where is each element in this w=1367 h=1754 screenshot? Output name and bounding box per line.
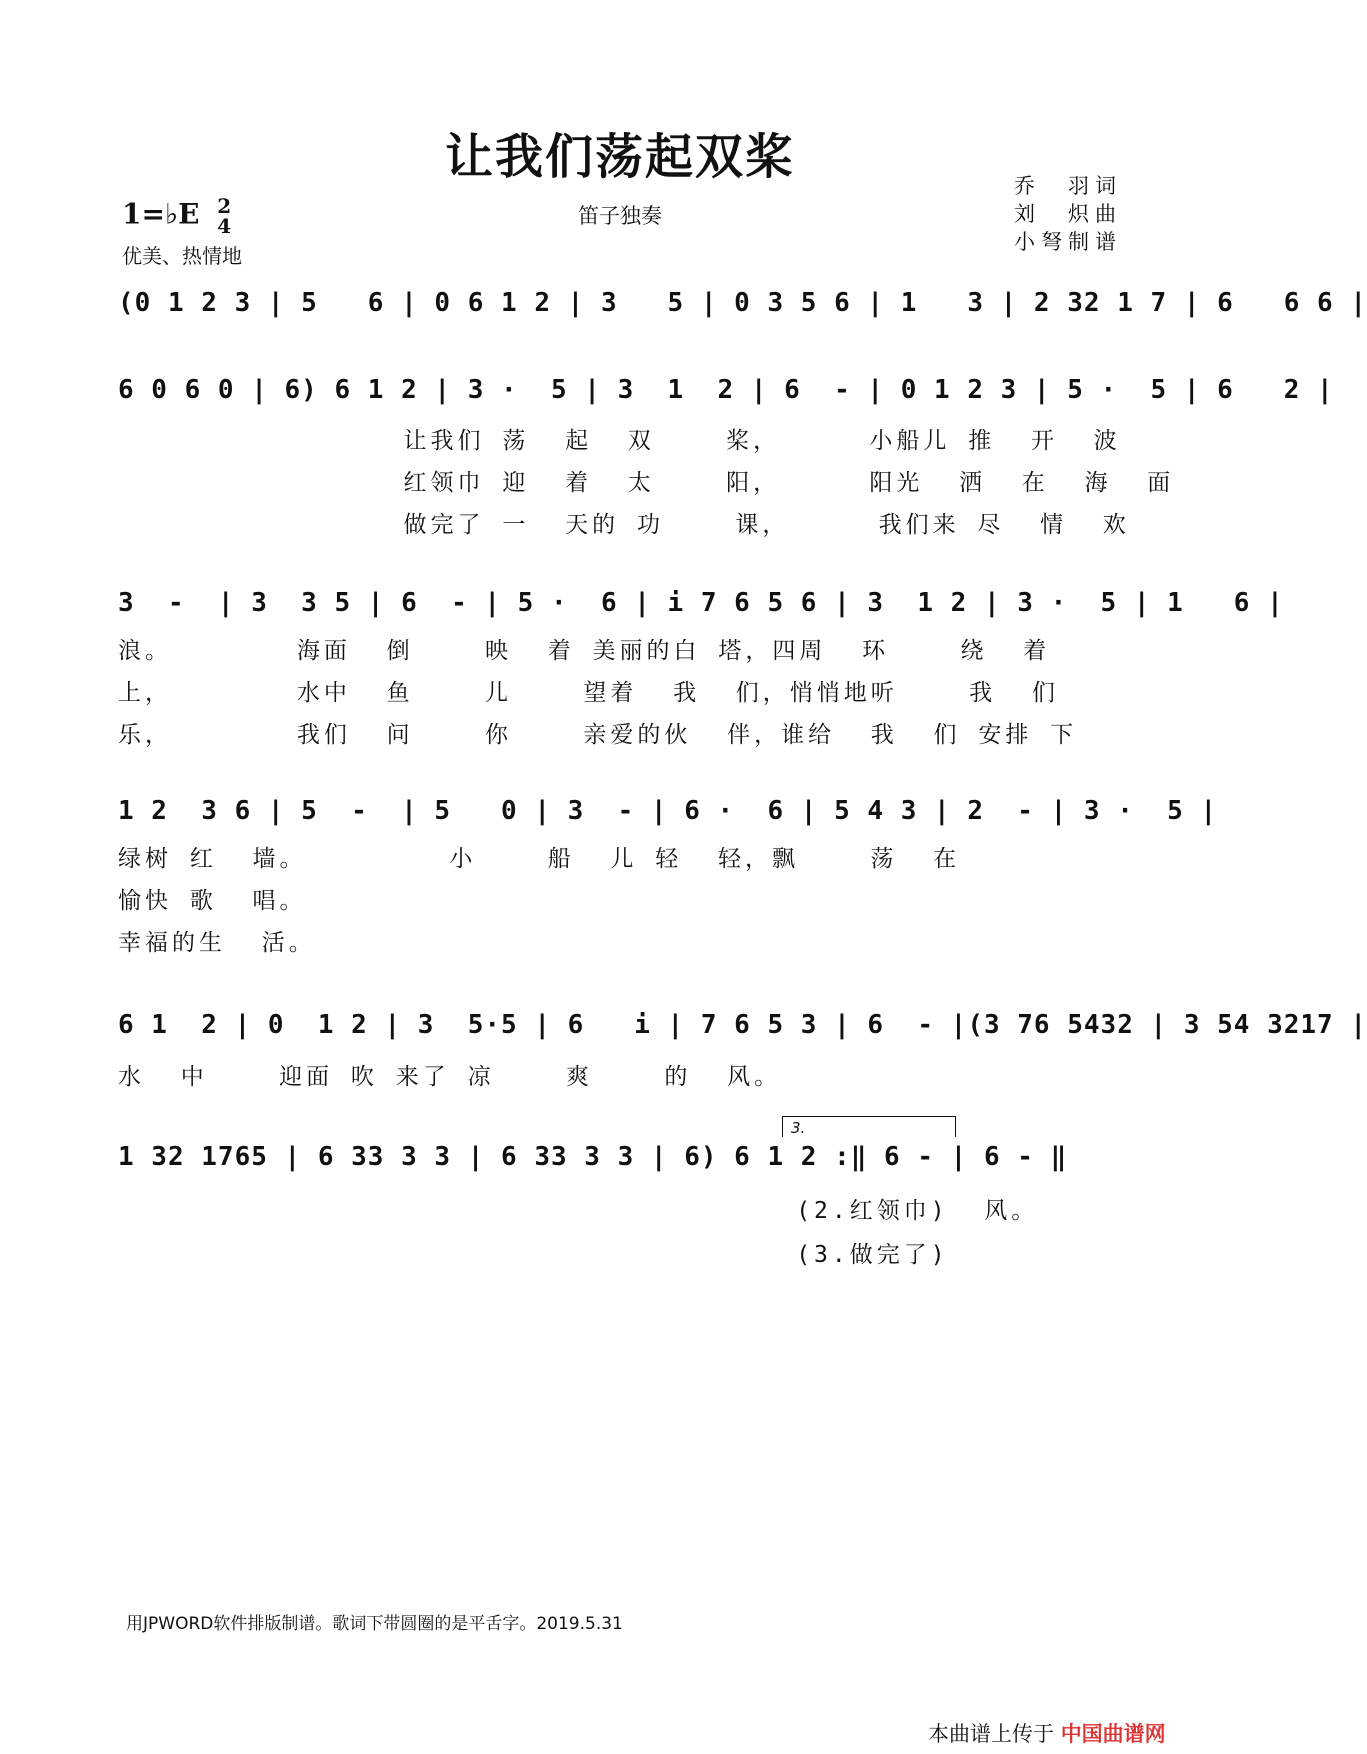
lyric-line: 幸福的生 活。 bbox=[118, 930, 316, 956]
lyric-line: 上， 水中 鱼 儿 望着 我 们，悄悄地听 我 们 bbox=[118, 680, 1059, 706]
staff-line-5: 6 1 2 | 0 1 2 | 3 5·5 | 6 i | 7 6 5 3 | 6 - |(3 76 5432 | 3 54 3217 | bbox=[118, 1010, 1367, 1040]
staff-line-3: 3 - | 3 3 5 | 6 - | 5 · 6 | i 7 6 5 6 | 3 1 2 | 3 · 5 | 1 6 | bbox=[118, 588, 1284, 618]
lyric-line: 乐， 我们 问 你 亲爱的伙 伴，谁给 我 们 安排 下 bbox=[118, 722, 1078, 748]
staff-line-4: 1 2 3 6 | 5 - | 5 0 | 3 - | 6 · 6 | 5 4 3 | 2 - | 3 · 5 | bbox=[118, 796, 1218, 826]
time-sig-bottom: 4 bbox=[217, 214, 232, 238]
transcriber-credit: 小弩制谱 bbox=[1014, 230, 1122, 254]
lyric-line: (3.做完了) bbox=[118, 1242, 949, 1268]
watermark-text: 本曲谱上传于 bbox=[928, 1722, 1054, 1746]
lyric-line: 浪。 海面 倒 映 着 美丽的白 塔，四周 环 绕 着 bbox=[118, 638, 1051, 664]
volta-bracket bbox=[782, 1116, 956, 1137]
staff-line-6: 1 32 1765 | 6 33 3 3 | 6 33 3 3 | 6) 6 1 2 :‖ 6 - | 6 - ‖ bbox=[118, 1142, 1068, 1172]
lyric-line: 红领巾 迎 着 太 阳， 阳光 洒 在 海 面 bbox=[118, 470, 1175, 496]
staff-line-2: 6 0 6 0 | 6) 6 1 2 | 3 · 5 | 3 1 2 | 6 - | 0 1 2 3 | 5 · 5 | 6 2 | bbox=[118, 375, 1334, 405]
lyric-line: 让我们 荡 起 双 桨， 小船儿 推 开 波 bbox=[118, 428, 1121, 454]
watermark-brand: 中国曲谱网 bbox=[1060, 1722, 1166, 1746]
tempo-marking: 优美、热情地 bbox=[122, 244, 242, 268]
staff-line-1: (0 1 2 3 | 5 6 | 0 6 1 2 | 3 5 | 0 3 5 6 | 1 3 | 2 32 1 7 | 6 6 6 | bbox=[118, 288, 1367, 318]
key-label: 1=♭E bbox=[122, 197, 200, 231]
lyric-line: 做完了 一 天的 功 课， 我们来 尽 情 欢 bbox=[118, 512, 1130, 538]
subtitle: 笛子独奏 bbox=[578, 204, 662, 228]
credits bbox=[1014, 172, 1122, 256]
composer-credit: 刘 炽曲 bbox=[1014, 202, 1122, 226]
lyric-line: 绿树 红 墙。 小 船 儿 轻 轻，飘 荡 在 bbox=[118, 846, 961, 872]
watermark bbox=[928, 1718, 1166, 1748]
volta-label: 3. bbox=[791, 1119, 806, 1137]
footer-note: 用JPWORD软件排版制谱。歌词下带圆圈的是平舌字。2019.5.31 bbox=[126, 1614, 623, 1634]
lyric-line: 愉快 歌 唱。 bbox=[118, 888, 307, 914]
lyric-line: (2.红领巾) 风。 bbox=[118, 1198, 1039, 1224]
lyric-line: 水 中 迎面 吹 来了 凉 爽 的 风。 bbox=[118, 1064, 782, 1090]
time-sig-top: 2 bbox=[217, 194, 232, 218]
lyricist-credit: 乔 羽词 bbox=[1014, 174, 1122, 198]
page-title: 让我们荡起双桨 bbox=[444, 129, 795, 185]
